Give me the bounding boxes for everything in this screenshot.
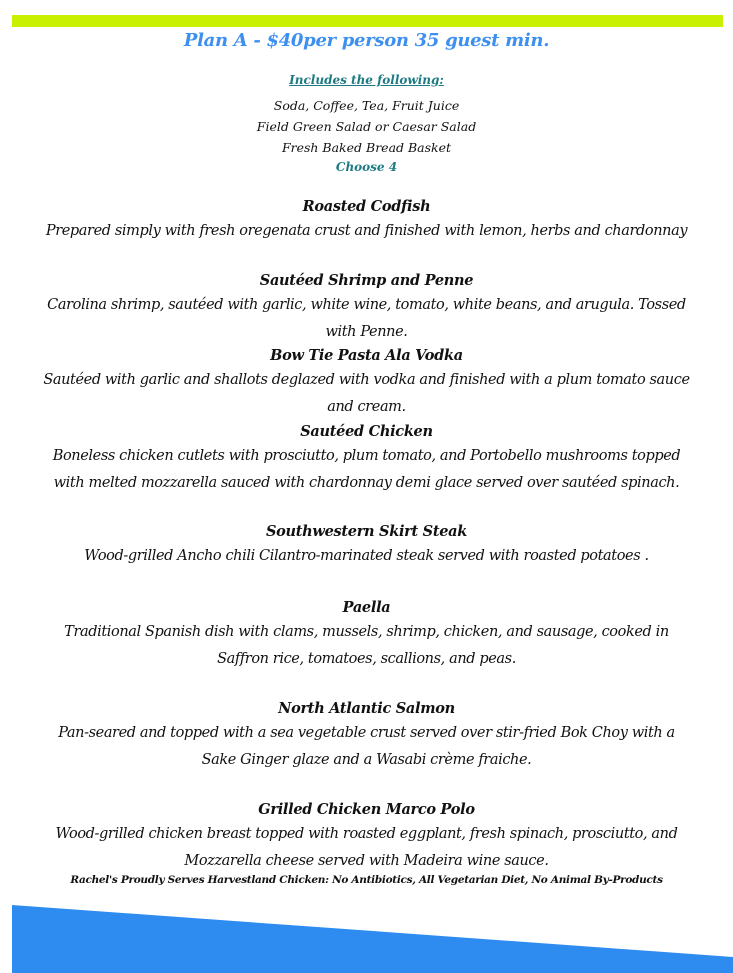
menu-item: [40, 196, 693, 245]
dish-name: Sautéed Chicken: [300, 423, 433, 440]
dish-name: Southwestern Skirt Steak: [266, 523, 467, 540]
includes-heading: Includes the following:: [289, 73, 444, 87]
dish-name: Sautéed Shrimp and Penne: [259, 272, 474, 289]
top-accent-bar: [12, 15, 723, 27]
footer-note: Rachel's Proudly Serves Harvestland Chicken: No Antibiotics, All Vegetarian Diet, No Animal By-Products: [70, 874, 663, 886]
dish-description: Boneless chicken cutlets with prosciutto, plum tomato, and Portobello mushrooms topped with melted mozzarella sauced with chardonnay demi glace served over sautéed spinach.: [52, 448, 681, 491]
dish-description: Prepared simply with fresh oregenata crust and finished with lemon, herbs and chardonnay: [45, 223, 688, 239]
dish-description: Pan-seared and topped with a sea vegetable crust served over stir-fried Bok Choy with a Sake Ginger glaze and a Wasabi crème fraiche.: [58, 725, 675, 768]
bottom-blue-wave: [0, 900, 733, 973]
menu-item: [40, 421, 693, 497]
menu-item: [40, 698, 693, 774]
includes-item: Soda, Coffee, Tea, Fruit Juice: [273, 98, 460, 113]
dish-description: Wood-grilled chicken breast topped with roasted eggplant, fresh spinach, prosciutto, and Mozzarella cheese served with Madeira wine sauce.: [55, 826, 678, 869]
dish-name: North Atlantic Salmon: [278, 700, 455, 717]
dish-name: Roasted Codfish: [302, 198, 431, 215]
dish-name: Paella: [342, 599, 391, 616]
dish-name: Bow Tie Pasta Ala Vodka: [270, 347, 463, 364]
includes-item: Fresh Baked Bread Basket: [281, 140, 452, 155]
includes-list: [0, 95, 733, 158]
menu-item: [40, 270, 693, 346]
menu-item: [40, 799, 693, 875]
dish-description: Wood-grilled Ancho chili Cilantro-marinated steak served with roasted potatoes .: [84, 548, 649, 564]
menu-item: [40, 521, 693, 570]
dish-description: Sautéed with garlic and shallots deglazed with vodka and finished with a plum tomato sauce and cream.: [43, 372, 690, 415]
menu-item: [40, 597, 693, 673]
menu-item: [40, 345, 693, 421]
dish-name: Grilled Chicken Marco Polo: [258, 801, 475, 818]
dish-description: Carolina shrimp, sautéed with garlic, white wine, tomato, white beans, and arugula. Tossed with Penne.: [47, 297, 686, 340]
includes-item: Field Green Salad or Caesar Salad: [256, 119, 477, 134]
dish-description: Traditional Spanish dish with clams, mussels, shrimp, chicken, and sausage, cooked in Saffron rice, tomatoes, scallions, and peas.: [64, 624, 669, 667]
plan-title: Plan A - $40per person 35 guest min.: [183, 30, 550, 51]
choose-label: Choose 4: [335, 160, 398, 174]
